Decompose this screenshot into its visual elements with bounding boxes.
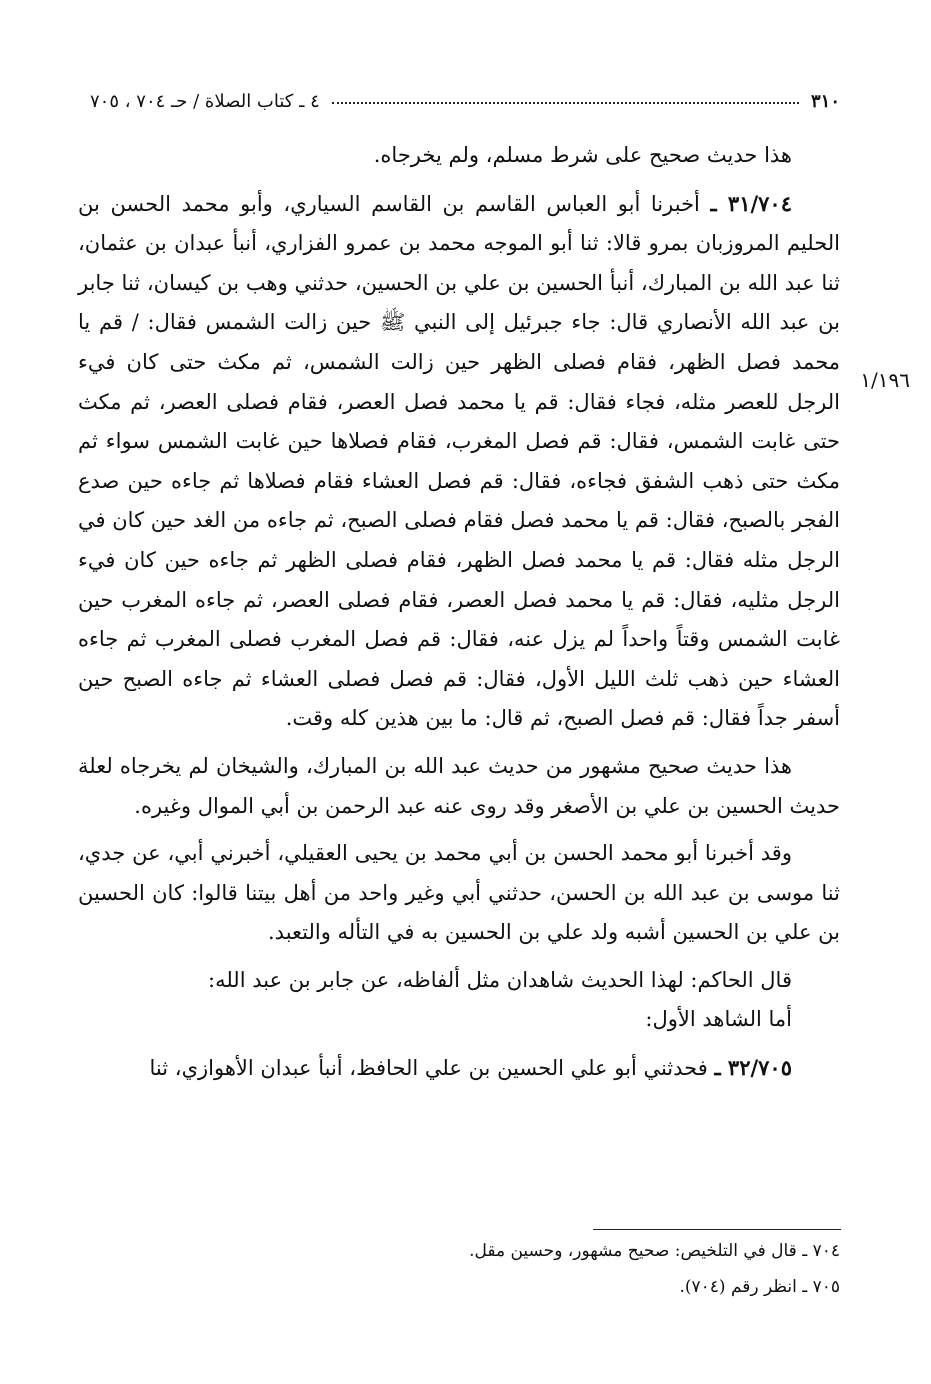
footnote-704: ٧٠٤ ـ قال في التلخيص: صحيح مشهور، وحسين مقل.: [469, 1241, 840, 1261]
paragraph-verdict: [78, 136, 840, 176]
paragraph-text: هذا حديث صحيح على شرط مسلم، ولم يخرجاه.: [373, 143, 792, 167]
paragraph-commentary: [78, 747, 840, 826]
footnote-separator: [593, 1229, 841, 1230]
hadith-text: أخبرنا أبو العباس القاسم بن القاسم السياري، وأبو محمد الحسن بن الحليم المروزبان بمرو قالا: ثنا أبو الموجه محمد بن عمرو الفزاري، أنبأ عبدان بن عثمان، ثنا عبد الله بن المبارك، أنبأ الحسين بن علي بن الحسين، حدثني وهب بن كيسان، ثنا جابر بن عبد الله الأنصاري قال: جاء جبرئيل إلى النبي ﷺ حين زالت الشمس فقال: / قم يا محمد فصل الظهر، فقام فصلى الظهر حين زالت الشمس، ثم مكث حتى كان فيء الرجل للعصر مثله، فجاء فقال: قم يا محمد فصل العصر، فقام فصلى العصر، ثم مكث حتى غابت الشمس، فقال: قم فصل المغرب، فقام فصلاها حين غابت الشمس سواء ثم مكث حتى ذهب الشفق فجاءه، فقال: قم فصل العشاء فقام فصلاها ثم جاءه حين صدع الفجر بالصبح، فقال: قم يا محمد فصل فقام فصلى الصبح، ثم جاءه من الغد حين كان في الرجل مثله فقال: قم يا محمد فصل الظهر، فقام فصلى الظهر ثم جاءه حين كان فيء الرجل مثليه، فقال: قم يا محمد فصل العصر، فقام فصلى العصر، ثم جاءه المغرب حين غابت الشمس وقتاً واحداً لم يزل عنه، فقال: قم فصل المغرب فصلى المغرب ثم جاءه العشاء حين ذهب ثلث الليل الأول، فقال: قم فصل فصلى العشاء ثم جاءه الصبح حين أسفر جداً فقال: قم فصل الصبح، ثم قال: ما بين هذين كله وقت.: [78, 191, 840, 731]
margin-manuscript-ref: ١/١٩٦: [860, 368, 910, 392]
running-title: ٤ ـ كتاب الصلاة / حـ ٧٠٤ ، ٧٠٥: [90, 90, 320, 112]
header-dotted-leader: [332, 102, 799, 104]
paragraph-text: هذا حديث صحيح مشهور من حديث عبد الله بن المبارك، والشيخان لم يخرجاه لعلة حديث الحسين بن علي بن الأصغر وقد روى عنه عبد الرحمن بن أبي الموال وغيره.: [78, 753, 840, 818]
paragraph-hakim: [78, 961, 840, 1001]
paragraph-chain: [78, 834, 840, 953]
paragraph-text: وقد أخبرنا أبو محمد الحسن بن أبي محمد بن يحيى العقيلي، أخبرني أبي، عن جدي، ثنا موسى بن عبد الله بن الحسن، حدثني أبي وغير واحد من أهل بيتنا قالوا: كان الحسين بن علي بن الحسين أشبه ولد علي بن الحسين به في التأله والتعبد.: [78, 841, 840, 945]
page-header: [90, 86, 840, 116]
paragraph-text: قال الحاكم: لهذا الحديث شاهدان مثل ألفاظه، عن جابر بن عبد الله:: [208, 967, 792, 992]
main-text: [78, 136, 840, 1089]
paragraph-text: أما الشاهد الأول:: [645, 1007, 792, 1032]
hadith-text: فحدثني أبو علي الحسين بن علي الحافظ، أنبأ عبدان الأهوازي، ثنا: [149, 1056, 715, 1081]
hadith-705: [78, 1048, 840, 1089]
hadith-704: [78, 184, 840, 739]
footnote-705: ٧٠٥ ـ انظر رقم (٧٠٤).: [679, 1277, 840, 1297]
page-number: ٣١٠: [810, 90, 840, 112]
hadith-number: ٣٢/٧٠٥ ـ: [714, 1055, 792, 1081]
paragraph-first-witness: [78, 1000, 840, 1040]
hadith-number: ٣١/٧٠٤ ـ: [710, 190, 792, 216]
